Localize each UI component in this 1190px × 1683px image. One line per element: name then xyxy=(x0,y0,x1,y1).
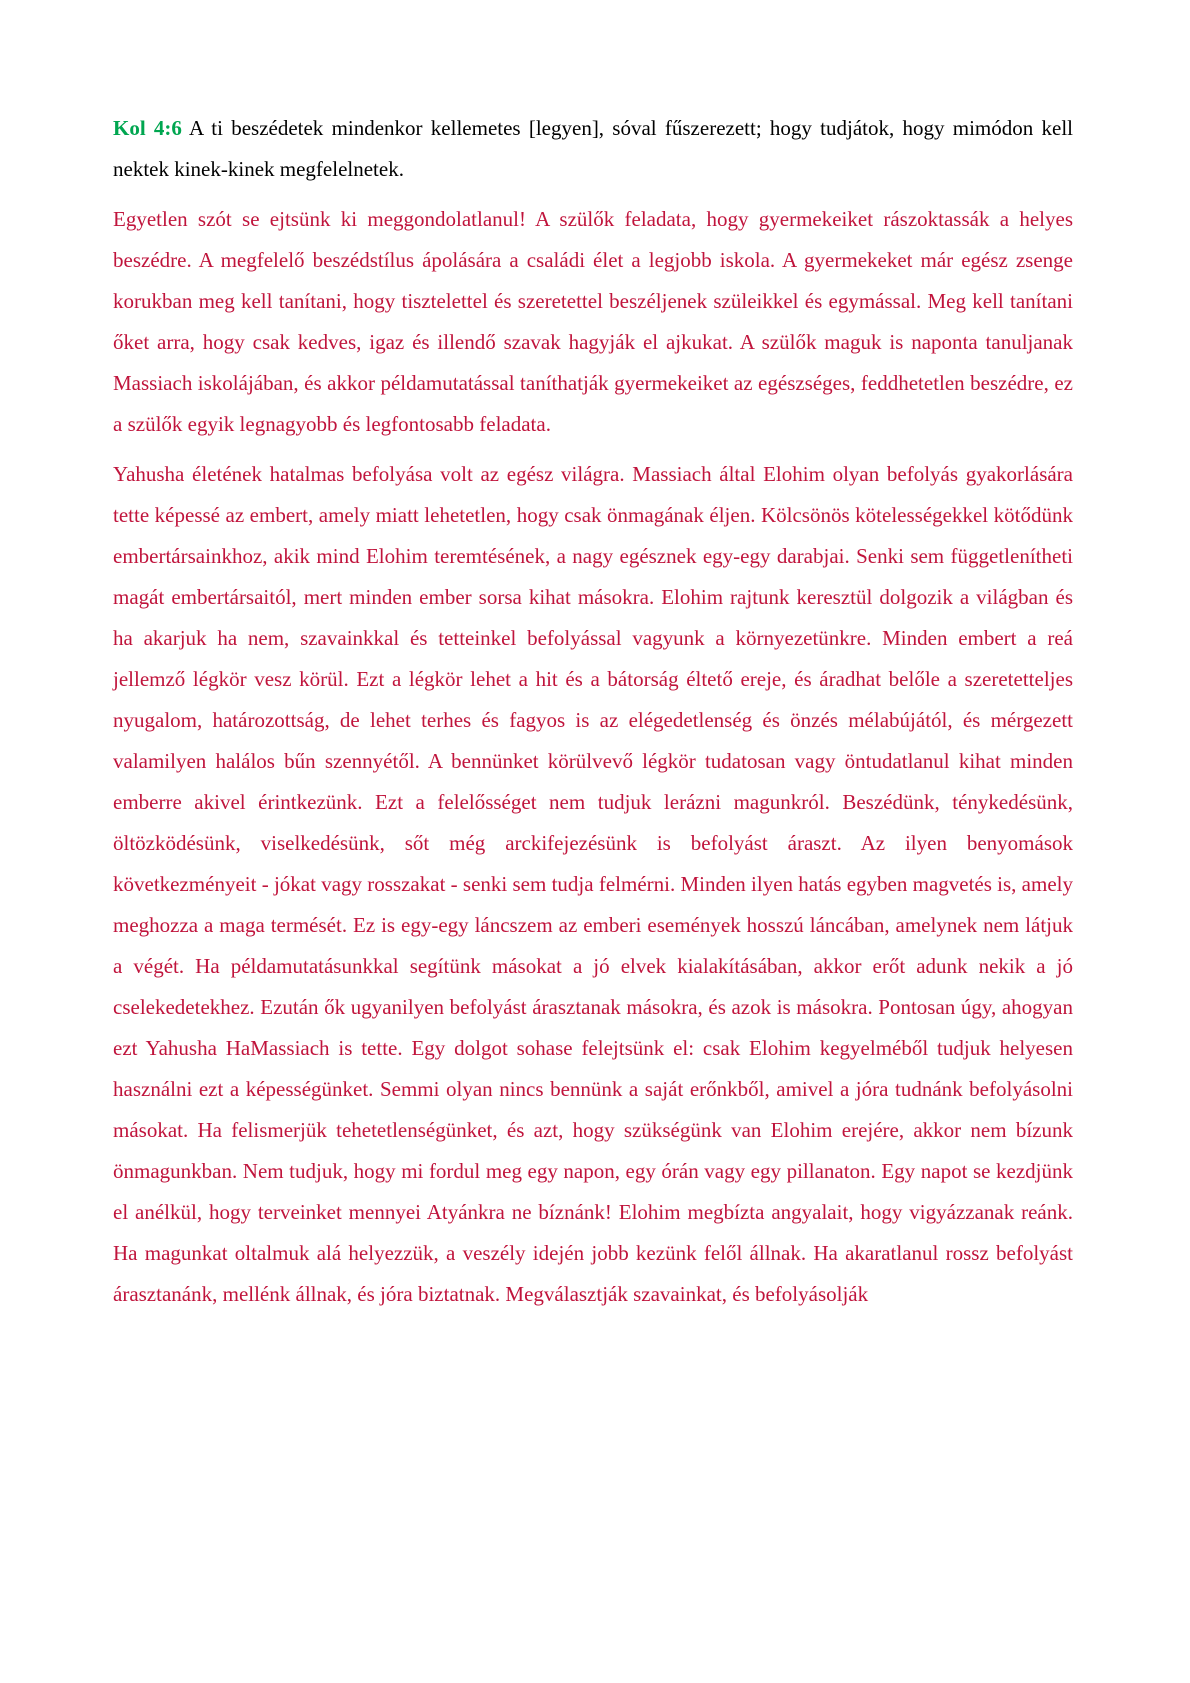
commentary-paragraph-1: Egyetlen szót se ejtsünk ki meggondolatlanul! A szülők feladata, hogy gyermekeiket rászoktassák a helyes beszédre. A megfelelő beszédstílus ápolására a családi élet a legjobb iskola. A gyermekeket már egész zsenge korukban meg kell tanítani, hogy tisztelettel és szeretettel beszéljenek szüleikkel és egymással. Meg kell tanítani őket arra, hogy csak kedves, igaz és illendő szavak hagyják el ajkukat. A szülők maguk is naponta tanuljanak Massiach iskolájában, és akkor példamutatással taníthatják gyermekeiket az egészséges, feddhetetlen beszédre, ez a szülők egyik legnagyobb és legfontosabb feladata. xyxy=(113,207,1073,436)
commentary-paragraph-2: Yahusha életének hatalmas befolyása volt az egész világra. Massiach által Elohim olyan befolyás gyakorlására tette képessé az embert, amely miatt lehetetlen, hogy csak önmagának éljen. Kölcsönös kötelességekkel kötődünk embertársainkhoz, akik mind Elohim teremtésének, a nagy egésznek egy-egy darabjai. Senki sem függetlenítheti magát embertársaitól, mert minden ember sorsa kihat másokra. Elohim rajtunk keresztül dolgozik a világban és ha akarjuk ha nem, szavainkkal és tetteinkel befolyással vagyunk a környezetünkre. Minden embert a reá jellemző légkör vesz körül. Ezt a légkör lehet a hit és a bátorság éltető ereje, és áradhat belőle a szeretetteljes nyugalom, határozottság, de lehet terhes és fagyos is az elégedetlenség és önzés mélabújától, és mérgezett valamilyen halálos bűn szennyétől. A bennünket körülvevő légkör tudatosan vagy öntudatlanul kihat minden emberre akivel érintkezünk. Ezt a felelősséget nem tudjuk lerázni magunkról. Beszédünk, ténykedésünk, öltözködésünk, viselkedésünk, sőt még arckifejezésünk is befolyást áraszt. Az ilyen benyomások következményeit - jókat vagy rosszakat - senki sem tudja felmérni. Minden ilyen hatás egyben magvetés is, amely meghozza a maga termését. Ez is egy-egy láncszem az emberi események hosszú láncában, amelynek nem látjuk a végét. Ha példamutatásunkkal segítünk másokat a jó elvek kialakításában, akkor erőt adunk nekik a jó cselekedetekhez. Ezután ők ugyanilyen befolyást árasztanak másokra, és azok is másokra. Pontosan úgy, ahogyan ezt Yahusha HaMassiach is tette. Egy dolgot sohase felejtsünk el: csak Elohim kegyelméből tudjuk helyesen használni ezt a képességünket. Semmi olyan nincs bennünk a saját erőnkből, amivel a jóra tudnánk befolyásolni másokat. Ha felismerjük tehetetlenségünket, és azt, hogy szükségünk van Elohim erejére, akkor nem bízunk önmagunkban. Nem tudjuk, hogy mi fordul meg egy napon, egy órán vagy egy pillanaton. Egy napot se kezdjünk el anélkül, hogy terveinket mennyei Atyánkra ne bíznánk! Elohim megbízta angyalait, hogy vigyázzanak reánk. Ha magunkat oltalmuk alá helyezzük, a veszély idején jobb kezünk felől állnak. Ha akaratlanul rossz befolyást árasztanánk, mellénk állnak, és jóra biztatnak. Megválasztják szavainkat, és befolyásolják xyxy=(113,462,1073,1306)
verse-paragraph xyxy=(113,108,1073,190)
document-page xyxy=(113,108,1073,1324)
verse-reference: Kol 4:6 xyxy=(113,116,182,140)
verse-text: A ti beszédetek mindenkor kellemetes [legyen], sóval fűszerezett; hogy tudjátok, hogy mimódon kell nektek kinek-kinek megfelelnetek. xyxy=(113,116,1073,181)
